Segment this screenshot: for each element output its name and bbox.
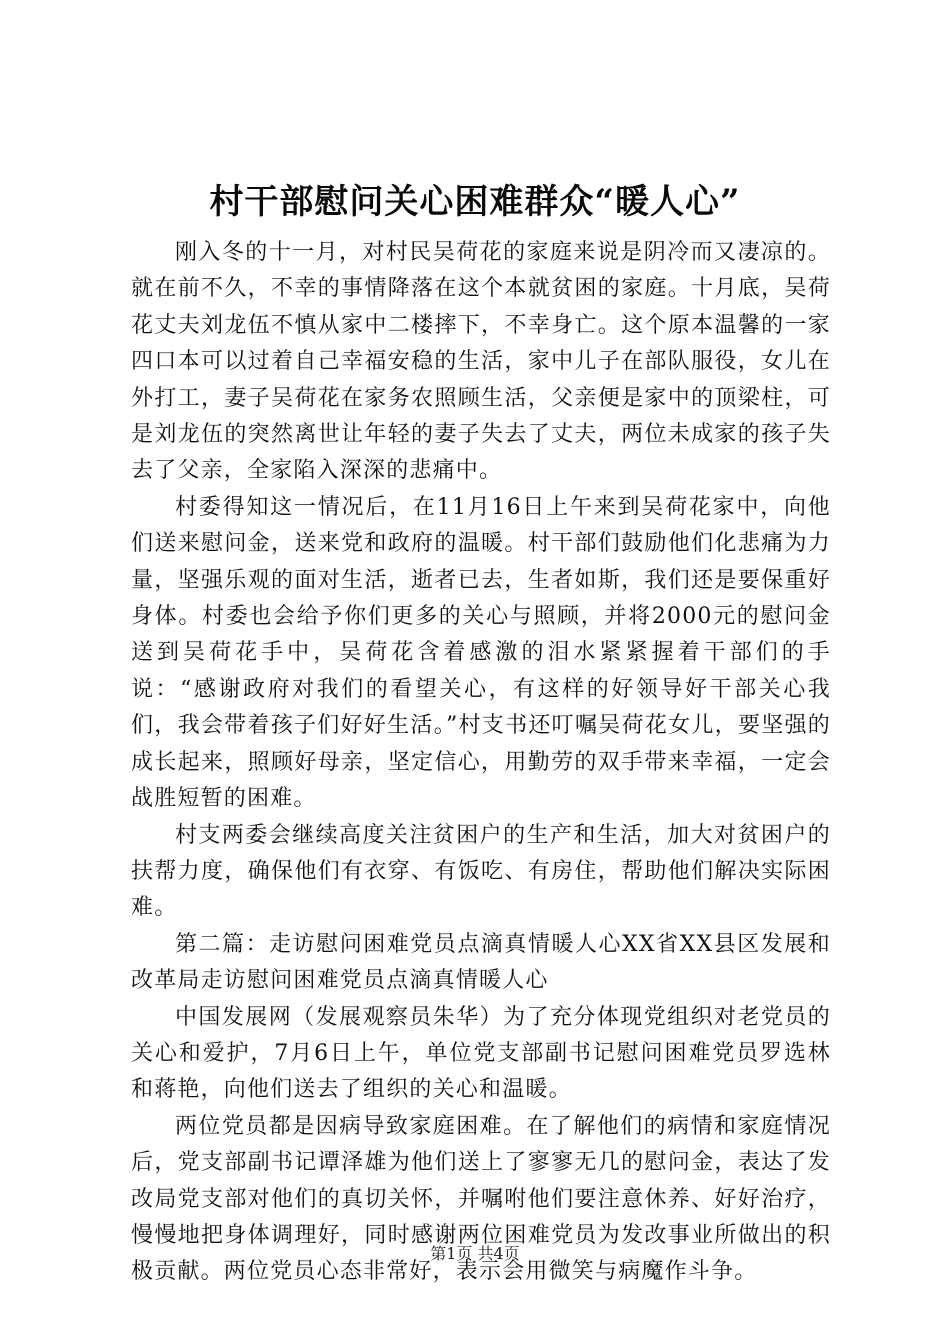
paragraph-4: 第二篇：走访慰问困难党员点滴真情暖人心XX省XX县区发展和改革局走访慰问困难党员点滴真情暖人心 xyxy=(131,931,831,994)
paragraph-3: 村支两委会继续高度关注贫困户的生产和生活，加大对贫困户的扶帮力度，确保他们有衣穿、有饭吃、有房住，帮助他们解决实际困难。 xyxy=(131,822,831,921)
document-title: 村干部慰问关心困难群众“暖人心” xyxy=(209,182,741,222)
page-number-footer: 第1页 共4页 xyxy=(430,1244,520,1263)
paragraph-6: 两位党员都是因病导致家庭困难。在了解他们的病情和家庭情况后，党支部副书记谭泽雄为他们送上了寥寥无几的慰问金，表达了发改局党支部对他们的真切关怀，并嘱咐他们要注意休养、好好治疗，慢慢地把身体调理好，同时感谢两位困难党员为发改事业所做出的积极贡献。两位党员心态非常好，表示会用微笑与病魔作斗争。 xyxy=(131,1113,831,1285)
paragraph-1: 刚入冬的十一月，对村民吴荷花的家庭来说是阴冷而又凄凉的。就在前不久，不幸的事情降落在这个本就贫困的家庭。十月底，吴荷花丈夫刘龙伍不慎从家中二楼摔下，不幸身亡。这个原本温馨的一家四口本可以过着自己幸福安稳的生活，家中儿子在部队服役，女儿在外打工，妻子吴荷花在家务农照顾生活，父亲便是家中的顶梁柱，可是刘龙伍的突然离世让年轻的妻子失去了丈夫，两位未成家的孩子失去了父亲，全家陷入深深的悲痛中。 xyxy=(131,240,831,484)
paragraph-2: 村委得知这一情况后，在11月16日上午来到吴荷花家中，向他们送来慰问金，送来党和政府的温暖。村干部们鼓励他们化悲痛为力量，坚强乐观的面对生活，逝者已去，生者如斯，我们还是要保重好身体。村委也会给予你们更多的关心与照顾，并将2000元的慰问金送到吴荷花手中，吴荷花含着感激的泪水紧紧握着干部们的手说：“感谢政府对我们的看望关心，有这样的好领导好干部关心我们，我会带着孩子们好好生活。”村支书还叮嘱吴荷花女儿，要坚强的成长起来，照顾好母亲，坚定信心，用勤劳的双手带来幸福，一定会战胜短暂的困难。 xyxy=(131,494,831,812)
paragraph-5: 中国发展网（发展观察员朱华）为了充分体现党组织对老党员的关心和爱护，7月6日上午，单位党支部副书记慰问困难党员罗选林和蒋艳，向他们送去了组织的关心和温暖。 xyxy=(131,1004,831,1103)
document-body xyxy=(131,235,831,1291)
